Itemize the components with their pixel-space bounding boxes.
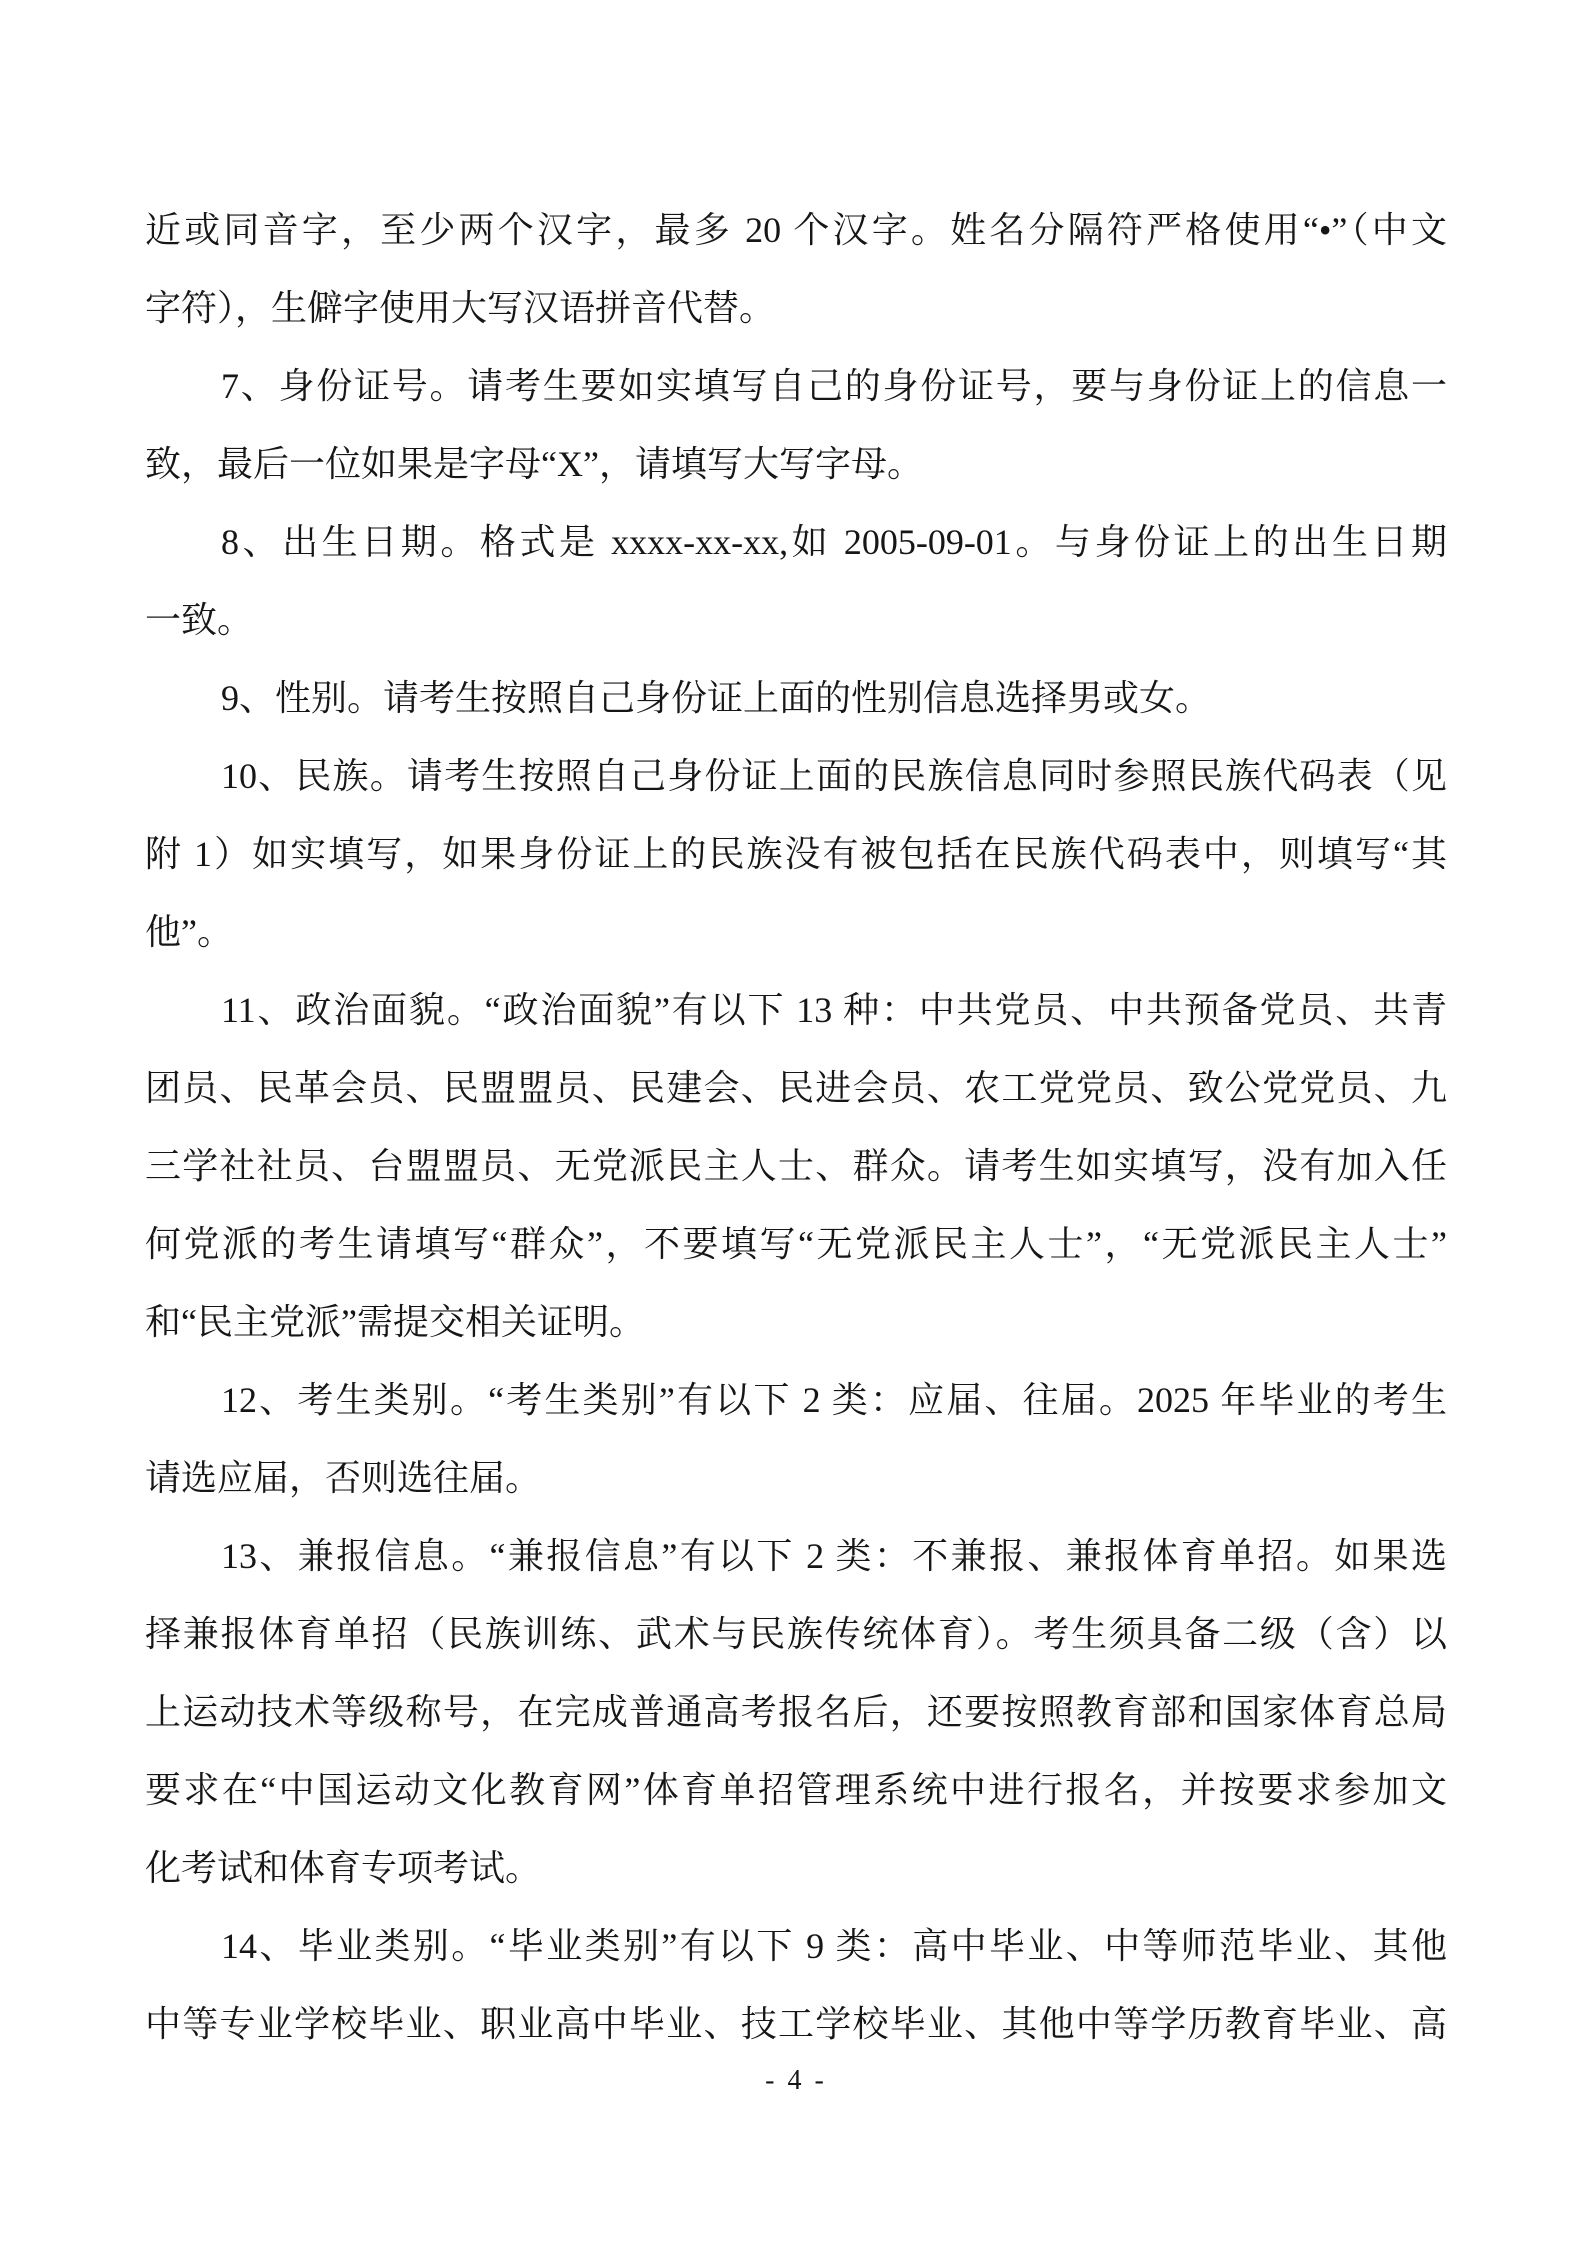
text-line: 9、性别。请考生按照自己身份证上面的性别信息选择男或女。 bbox=[221, 678, 1212, 718]
text-line: 上运动技术等级称号，在完成普通高考报名后，还要按照教育部和国家体育总局 bbox=[145, 1692, 1447, 1732]
text-line: 和“民主党派”需提交相关证明。 bbox=[145, 1302, 645, 1342]
text-line: 7、身份证号。请考生要如实填写自己的身份证号，要与身份证上的信息一 bbox=[221, 366, 1447, 406]
text-line: 他”。 bbox=[145, 912, 233, 952]
text-line: 14、毕业类别。“毕业类别”有以下 9 类：高中毕业、中等师范毕业、其他 bbox=[221, 1926, 1447, 1966]
text-line: 10、民族。请考生按照自己身份证上面的民族信息同时参照民族代码表（见 bbox=[221, 756, 1447, 796]
text-line: 团员、民革会员、民盟盟员、民建会、民进会员、农工党党员、致公党党员、九 bbox=[145, 1068, 1447, 1108]
text-block bbox=[145, 191, 1447, 2063]
text-line: 附 1）如实填写，如果身份证上的民族没有被包括在民族代码表中，则填写“其 bbox=[145, 834, 1447, 874]
text-line: 13、兼报信息。“兼报信息”有以下 2 类：不兼报、兼报体育单招。如果选 bbox=[221, 1536, 1447, 1576]
text-line: 择兼报体育单招（民族训练、武术与民族传统体育）。考生须具备二级（含）以 bbox=[145, 1614, 1447, 1654]
text-line: 11、政治面貌。“政治面貌”有以下 13 种：中共党员、中共预备党员、共青 bbox=[221, 990, 1447, 1030]
text-line: 近或同音字，至少两个汉字，最多 20 个汉字。姓名分隔符严格使用“•”（中文 bbox=[145, 210, 1447, 250]
page-number: - 4 - bbox=[765, 2065, 827, 2096]
text-line: 中等专业学校毕业、职业高中毕业、技工学校毕业、其他中等学历教育毕业、高 bbox=[145, 2004, 1447, 2044]
text-line: 8、出生日期。格式是 xxxx-xx-xx,如 2005-09-01。与身份证上的出生日期 bbox=[221, 522, 1447, 562]
text-line: 12、考生类别。“考生类别”有以下 2 类：应届、往届。2025 年毕业的考生 bbox=[221, 1380, 1447, 1420]
text-line: 化考试和体育专项考试。 bbox=[145, 1848, 542, 1888]
text-line: 致，最后一位如果是字母“X”，请填写大写字母。 bbox=[145, 444, 923, 484]
text-line: 字符），生僻字使用大写汉语拼音代替。 bbox=[145, 288, 776, 328]
text-line: 三学社社员、台盟盟员、无党派民主人士、群众。请考生如实填写，没有加入任 bbox=[145, 1146, 1447, 1186]
text-line: 一致。 bbox=[145, 600, 254, 640]
text-line: 何党派的考生请填写“群众”，不要填写“无党派民主人士”，“无党派民主人士” bbox=[145, 1224, 1447, 1264]
text-line: 请选应届，否则选往届。 bbox=[145, 1458, 542, 1498]
text-line: 要求在“中国运动文化教育网”体育单招管理系统中进行报名，并按要求参加文 bbox=[145, 1770, 1447, 1810]
